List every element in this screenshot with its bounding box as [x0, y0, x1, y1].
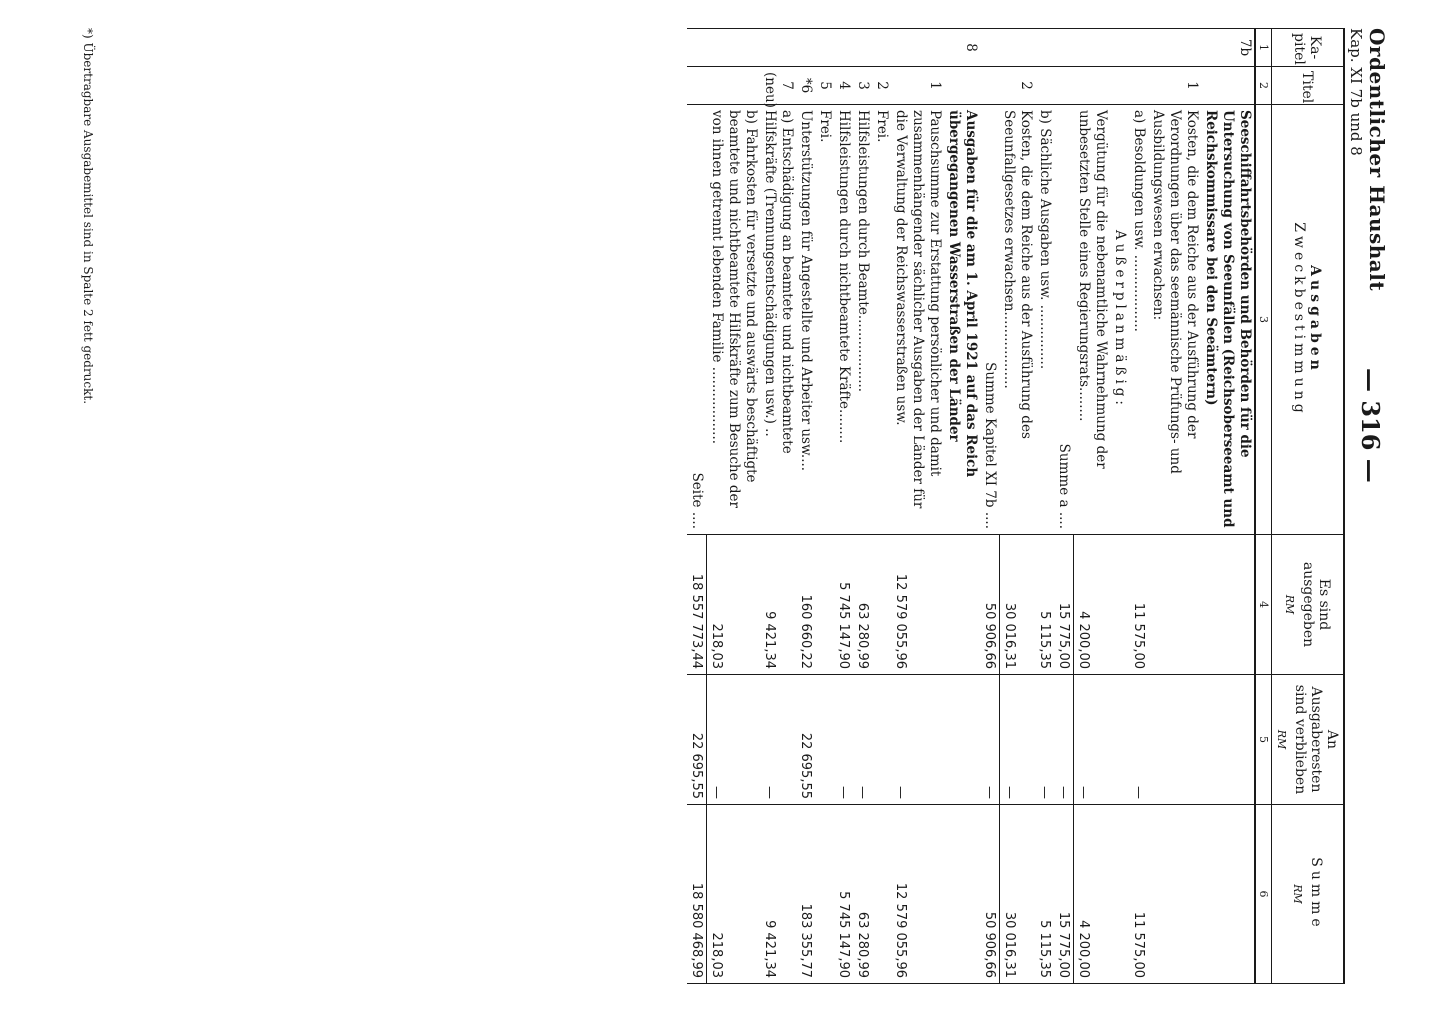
remainder-cell: — — [707, 675, 760, 805]
sum-cell — [815, 805, 834, 984]
col-ausgaberesten: An Ausgaberesten sind verblieben RM — [1272, 675, 1345, 805]
kapitel-cell — [1055, 29, 1075, 67]
kapitel-cell — [707, 29, 760, 67]
purpose-cell: Seeschiffahrtsbehörden und Behörden für die Untersuchung von Seeunfällen (Reichsoberseeamt und Reichskommissare bei den Seeämtern) — [1201, 105, 1255, 535]
titel-cell: 2 — [1000, 67, 1036, 105]
col-ausgegeben: Es sind ausgegeben RM — [1272, 535, 1345, 675]
col-titel: Titel — [1272, 67, 1345, 105]
sum-cell: 9 421,34 — [760, 805, 796, 984]
col-number: 6 — [1255, 805, 1272, 984]
spent-cell: 160 660,22 — [796, 535, 815, 675]
kapitel-cell — [1000, 29, 1036, 67]
spent-cell: 30 016,31 — [1000, 535, 1036, 675]
remainder-cell — [872, 675, 891, 805]
purpose-cell: Kosten, die dem Reiche aus der Ausführung des Seeunfallgesetzes erwachsen.................. — [1000, 105, 1036, 535]
remainder-cell: — — [853, 675, 872, 805]
remainder-cell: — — [980, 675, 1000, 805]
col-ausgaben-title: Ausgaben — [1307, 265, 1324, 374]
purpose-cell: Hilfsleistungen durch nichtbeamtete Kräfte........ — [834, 105, 853, 535]
sum-cell: 5 745 147,90 — [834, 805, 853, 984]
sum-cell: 183 355,77 — [796, 805, 815, 984]
titel-cell: 1 — [891, 67, 944, 105]
col-number: 5 — [1255, 675, 1272, 805]
spent-cell: 218,03 — [707, 535, 760, 675]
sum-cell: 5 115,35 — [1036, 805, 1055, 984]
spent-cell: 4 200,00 — [1074, 535, 1110, 675]
titel-cell — [1074, 67, 1110, 105]
sum-cell — [1148, 805, 1201, 984]
purpose-cell: Ausgaben für die am 1. April 1921 auf das Reich übergegangenen Wasserstraßen der Länder — [944, 105, 980, 535]
col-summe: Summe RM — [1272, 805, 1345, 984]
sum-cell: 4 200,00 — [1074, 805, 1110, 984]
sum-cell — [872, 805, 891, 984]
spent-cell — [944, 535, 980, 675]
purpose-cell: Außerplanmäßig: — [1110, 105, 1129, 535]
spent-cell: 63 280,99 — [853, 535, 872, 675]
purpose-cell: a) Entschädigung an beamtete und nichtbeamtete Hilfskräfte (Trennungsentschädigungen usw.) .. — [760, 105, 796, 535]
table-row — [1148, 29, 1201, 984]
table-row — [891, 29, 944, 984]
spent-cell: 11 575,00 — [1129, 535, 1148, 675]
purpose-cell: Frei. — [872, 105, 891, 535]
purpose-cell: Summe Kapitel XI 7b .... — [980, 105, 1000, 535]
table-row — [707, 29, 760, 984]
spent-cell — [872, 535, 891, 675]
sum-cell: 12 579 055,96 — [891, 805, 944, 984]
sum-cell: 11 575,00 — [1129, 805, 1148, 984]
page-header — [1347, 28, 1389, 983]
sum-cell — [1201, 805, 1255, 984]
remainder-cell — [1110, 675, 1129, 805]
remainder-cell: — — [1055, 675, 1075, 805]
spent-cell: 9 421,34 — [760, 535, 796, 675]
table-row — [1055, 29, 1075, 984]
titel-cell: 7 (neu) — [760, 67, 796, 105]
footnote: *) Übertragbare Ausgabemittel sind in Spalte 2 fett gedruckt. — [81, 28, 95, 405]
kapitel-cell — [853, 29, 872, 67]
titel-cell: 3 — [853, 67, 872, 105]
purpose-cell: b) Fahrkosten für versetzte und auswärts beschäftigte beamtete und nichtbeamtete Hilfskräfte zum Besuche der von ihnen getrennt lebenden Familie .................. — [707, 105, 760, 535]
rotated-page — [25, 28, 1395, 983]
kapitel-cell — [980, 29, 1000, 67]
kapitel-cell — [1148, 29, 1201, 67]
kapitel-cell — [688, 29, 708, 67]
remainder-cell: 22 695,55 — [796, 675, 815, 805]
kapitel-cell: 7b — [1201, 29, 1255, 67]
table-row — [872, 29, 891, 984]
spent-cell: 15 775,00 — [1055, 535, 1075, 675]
remainder-cell: — — [1036, 675, 1055, 805]
col-number: 2 — [1255, 67, 1272, 105]
table-row — [834, 29, 853, 984]
purpose-cell: b) Sächliche Ausgaben usw. ............... — [1036, 105, 1055, 535]
table-row — [944, 29, 980, 984]
remainder-cell: — — [1000, 675, 1036, 805]
table-row — [815, 29, 834, 984]
titel-cell: 2 — [872, 67, 891, 105]
purpose-cell: Pauschsumme zur Erstattung persönlicher und damit zusammenhängender sächlicher Ausgaben der Länder für die Verwaltung der Reichswasserstraßen usw. — [891, 105, 944, 535]
titel-cell — [1201, 67, 1255, 105]
table-row — [1036, 29, 1055, 984]
table-row — [1074, 29, 1110, 984]
table-row — [1129, 29, 1148, 984]
table-body — [688, 29, 1256, 984]
kapitel-cell — [1110, 29, 1129, 67]
unit-label: RM — [1291, 884, 1304, 904]
remainder-cell — [1201, 675, 1255, 805]
sum-cell: 30 016,31 — [1000, 805, 1036, 984]
table-row — [1000, 29, 1036, 984]
table-row — [760, 29, 796, 984]
titel-cell — [944, 67, 980, 105]
spent-cell — [815, 535, 834, 675]
kapitel-cell: 8 — [944, 29, 980, 67]
kapitel-cell — [760, 29, 796, 67]
spent-cell: 5 745 147,90 — [834, 535, 853, 675]
titel-cell — [1129, 67, 1148, 105]
remainder-cell: — — [834, 675, 853, 805]
purpose-cell: Kosten, die dem Reiche aus der Ausführung der Verordnungen über das seemännische Prüfungs- und Ausbildungswesen erwachsen: — [1148, 105, 1201, 535]
sum-cell: 218,03 — [707, 805, 760, 984]
spent-cell — [1148, 535, 1201, 675]
col-ausgaben — [1272, 105, 1345, 535]
titel-cell: 5 — [815, 67, 834, 105]
spent-cell: 50 906,66 — [980, 535, 1000, 675]
titel-cell — [1036, 67, 1055, 105]
kapitel-cell — [891, 29, 944, 67]
remainder-cell: — — [1074, 675, 1110, 805]
purpose-cell: Unterstützungen für Angestellte und Arbeiter usw.... — [796, 105, 815, 535]
kapitel-cell — [834, 29, 853, 67]
budget-table — [688, 28, 1346, 984]
col-zweckbestimmung: Zweckbestimmung — [1291, 222, 1308, 417]
spent-cell — [1201, 535, 1255, 675]
table-row — [1110, 29, 1129, 984]
sum-cell — [1110, 805, 1129, 984]
col-number: 4 — [1255, 535, 1272, 675]
titel-cell — [980, 67, 1000, 105]
titel-cell — [1110, 67, 1129, 105]
spent-cell: 12 579 055,96 — [891, 535, 944, 675]
kapitel-cell — [1129, 29, 1148, 67]
remainder-cell: — — [760, 675, 796, 805]
titel-cell — [707, 67, 760, 105]
unit-label: RM — [1283, 594, 1296, 615]
purpose-cell: Hilfsleistungen durch Beamte.................. — [853, 105, 872, 535]
titel-cell: 1 — [1148, 67, 1201, 105]
titel-cell: 4 — [834, 67, 853, 105]
header-subtitle: Kap. XI 7b und 8 — [1347, 28, 1365, 156]
spent-cell — [1110, 535, 1129, 675]
purpose-cell: a) Besoldungen usw. .................. — [1129, 105, 1148, 535]
col-number: 1 — [1255, 29, 1272, 67]
header-title: Ordentlicher Haushalt — [1365, 28, 1389, 292]
purpose-cell: Seite .... — [688, 105, 708, 535]
table-row — [980, 29, 1000, 984]
sum-cell: 18 580 468,99 — [688, 805, 708, 984]
unit-label: RM — [1275, 729, 1288, 750]
table-row — [1201, 29, 1255, 984]
kapitel-cell — [815, 29, 834, 67]
titel-cell — [1055, 67, 1075, 105]
remainder-cell: 22 695,55 — [688, 675, 708, 805]
remainder-cell — [1148, 675, 1201, 805]
remainder-cell — [815, 675, 834, 805]
sum-cell — [944, 805, 980, 984]
kapitel-cell — [872, 29, 891, 67]
kapitel-cell — [796, 29, 815, 67]
purpose-cell: Frei. — [815, 105, 834, 535]
col-number: 3 — [1255, 105, 1272, 535]
sum-cell: 15 775,00 — [1055, 805, 1075, 984]
table-row — [853, 29, 872, 984]
titel-cell — [688, 67, 708, 105]
kapitel-cell — [1036, 29, 1055, 67]
titel-cell: *6 — [796, 67, 815, 105]
sum-cell: 63 280,99 — [853, 805, 872, 984]
col-kapitel: Ka-pitel — [1272, 29, 1345, 67]
table-row — [796, 29, 815, 984]
page-number: — 316 — — [1356, 368, 1385, 483]
kapitel-cell — [1074, 29, 1110, 67]
remainder-cell: — — [1129, 675, 1148, 805]
table-row — [688, 29, 708, 984]
spent-cell: 5 115,35 — [1036, 535, 1055, 675]
purpose-cell: Summe a .... — [1055, 105, 1075, 535]
sum-cell: 50 906,66 — [980, 805, 1000, 984]
spent-cell: 18 557 773,44 — [688, 535, 708, 675]
remainder-cell: — — [891, 675, 944, 805]
remainder-cell — [944, 675, 980, 805]
purpose-cell: Vergütung für die nebenamtliche Wahrnehmung der unbesetzten Stelle eines Regierungsrats........ — [1074, 105, 1110, 535]
